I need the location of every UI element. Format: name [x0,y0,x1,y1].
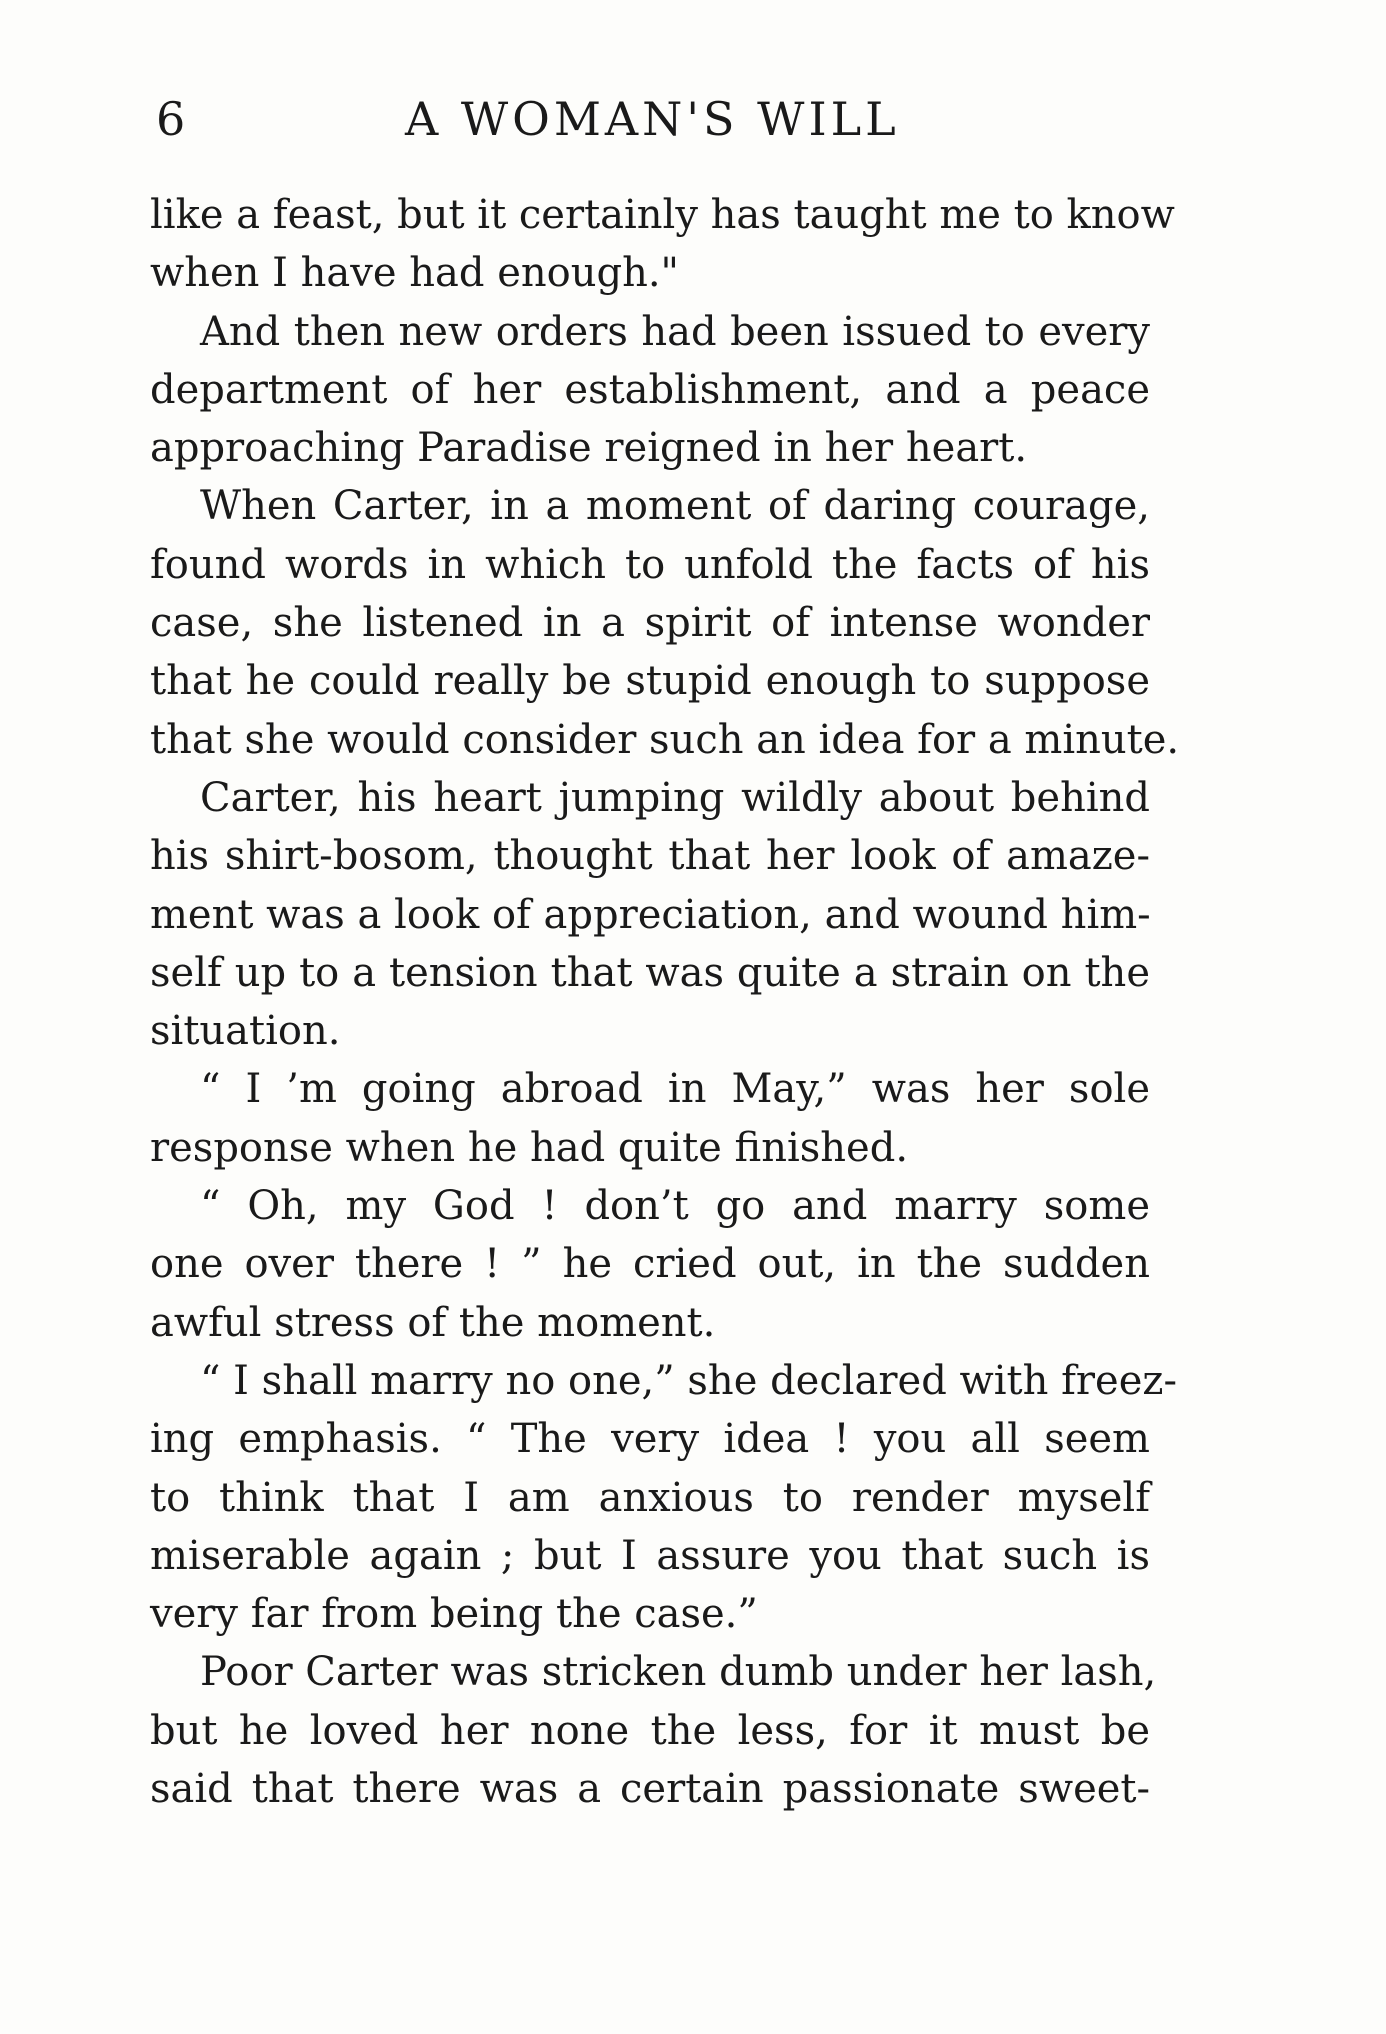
text-line: awful stress of the moment. [150,1299,716,1346]
text-line: that she would consider such an idea for a minute. [150,716,1180,763]
text-line: said that there was a certain passionate sweet- [150,1766,1150,1813]
text-line: Poor Carter was stricken dumb under her lash, [200,1649,1157,1696]
text-line: that he could really be stupid enough to suppose [150,658,1150,705]
text-line: one over there ! ” he cried out, in the sudden [150,1241,1150,1288]
text-line: situation. [150,1008,341,1055]
text-line: like a feast, but it certainly has taught me to know [150,192,1175,238]
text-line: “ I shall marry no one,” she declared with freez- [200,1357,1177,1404]
text-line: “ I ’m going abroad in May,” was her sole [200,1066,1150,1113]
text-line: very far from being the case.” [150,1591,758,1638]
text-line: self up to a tension that was quite a strain on the [150,949,1150,996]
text-line: when I have had enough." [150,250,679,297]
text-line: When Carter, in a moment of daring courage, [200,483,1150,530]
text-line: found words in which to unfold the facts of his [150,541,1150,588]
text-line: case, she listened in a spirit of intense wonder [150,600,1150,647]
running-title: A WOMAN'S WILL [405,92,900,146]
text-line: And then new orders had been issued to every [200,308,1150,355]
text-line: Carter, his heart jumping wildly about behind [200,774,1150,821]
text-line: ing emphasis. “ The very idea ! you all seem [150,1416,1150,1463]
text-line: to think that I am anxious to render myself [150,1474,1150,1521]
text-line: but he loved her none the less, for it must be [150,1707,1150,1754]
text-line: response when he had quite finished. [150,1124,909,1171]
text-line: department of her establishment, and a peace [150,366,1150,413]
text-line: approaching Paradise reigned in her heart. [150,425,1028,472]
page-header [150,92,1150,152]
text-line: “ Oh, my God ! don’t go and marry some [200,1183,1150,1230]
text-line: his shirt-bosom, thought that her look of amaze- [150,833,1150,880]
text-line: miserable again ; but I assure you that such is [150,1532,1150,1579]
text-line: ment was a look of appreciation, and wound him- [150,891,1151,938]
page-number: 6 [156,92,188,146]
body-text [150,186,1180,1818]
